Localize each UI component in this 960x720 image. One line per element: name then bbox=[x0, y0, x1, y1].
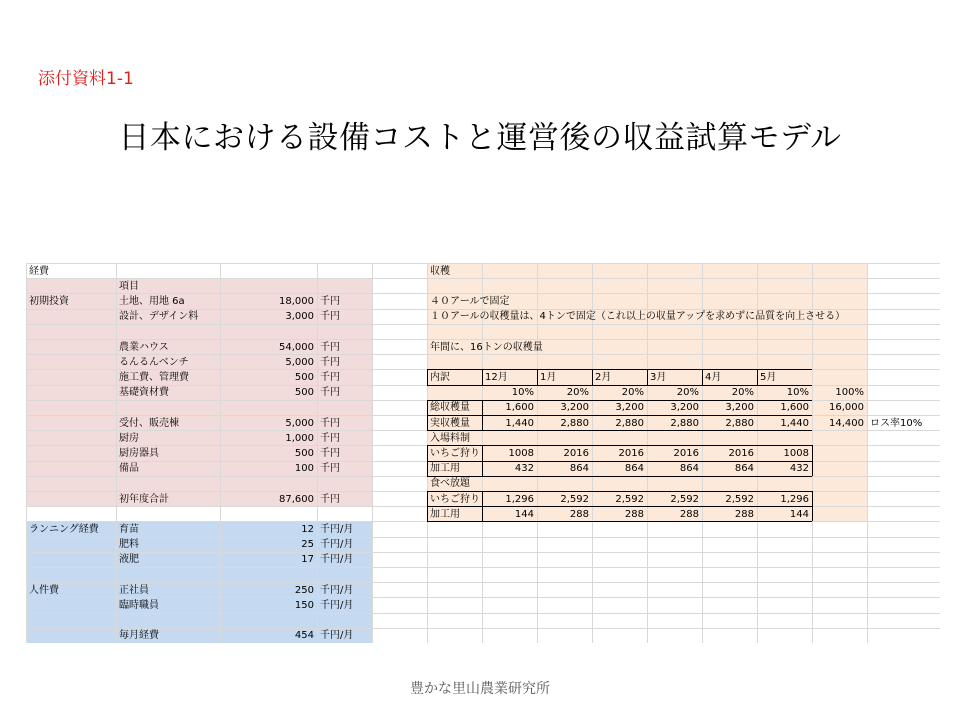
labor-item-amount: 250 bbox=[294, 584, 314, 596]
loss-rate-note: ロス率10% bbox=[870, 417, 923, 429]
buffet-value: 144 bbox=[789, 508, 809, 520]
labor-item-amount: 150 bbox=[294, 599, 314, 611]
admission-value: 432 bbox=[514, 463, 534, 475]
month-header: 1月 bbox=[540, 371, 557, 383]
grid-hline bbox=[26, 567, 940, 568]
buffet-value: 2,592 bbox=[725, 493, 754, 505]
table-border bbox=[427, 506, 812, 507]
expense-item-amount: 18,000 bbox=[279, 295, 314, 307]
running-item-unit: 千円/月 bbox=[320, 539, 354, 551]
grid-vline bbox=[116, 263, 117, 643]
gross-harvest-value: 1,600 bbox=[780, 402, 809, 414]
grid-vline bbox=[867, 263, 868, 643]
expense-item-amount: 500 bbox=[294, 447, 314, 459]
spreadsheet bbox=[26, 263, 940, 643]
admission-row-label: 加工用 bbox=[430, 463, 460, 475]
gross-harvest-value: 3,200 bbox=[560, 402, 589, 414]
labor-item-name: 正社員 bbox=[119, 584, 149, 596]
expense-item-unit: 千円 bbox=[320, 493, 340, 505]
expense-item-name: 基礎資材費 bbox=[119, 387, 169, 399]
running-item-name: 育苗 bbox=[119, 523, 139, 535]
actual-harvest-value: 2,880 bbox=[560, 417, 589, 429]
table-border bbox=[702, 369, 703, 384]
table-border bbox=[427, 461, 812, 462]
running-cost-label: ランニング経費 bbox=[29, 523, 99, 535]
expense-item-name: 備品 bbox=[119, 463, 139, 475]
rate-value: 20% bbox=[621, 387, 644, 399]
breakdown-label: 内訳 bbox=[430, 371, 450, 383]
table-border bbox=[427, 476, 812, 477]
month-header: 2月 bbox=[595, 371, 612, 383]
admission-value: 432 bbox=[789, 463, 809, 475]
admission-value: 2016 bbox=[618, 447, 644, 459]
admission-value: 1008 bbox=[508, 447, 534, 459]
expense-item-amount: 3,000 bbox=[285, 311, 314, 323]
labor-item-name: 臨時職員 bbox=[119, 599, 159, 611]
table-border bbox=[427, 445, 428, 475]
table-border bbox=[427, 430, 812, 431]
actual-harvest-value: 2,880 bbox=[725, 417, 754, 429]
labor-item-unit: 千円/月 bbox=[320, 584, 354, 596]
expense-item-name: 厨房 bbox=[119, 432, 139, 444]
monthly-total-name: 毎月経費 bbox=[119, 630, 159, 642]
expense-item-amount: 500 bbox=[294, 387, 314, 399]
item-header: 項目 bbox=[119, 280, 139, 292]
actual-harvest-label: 実収穫量 bbox=[430, 417, 470, 429]
admission-value: 864 bbox=[624, 463, 644, 475]
expense-item-unit: 千円 bbox=[320, 387, 340, 399]
table-border bbox=[482, 400, 483, 430]
table-border bbox=[482, 445, 483, 475]
buffet-value: 288 bbox=[734, 508, 754, 520]
harvest-note: １０アールの収穫量は、4トンで固定（これ以上の収量アップを求めずに品質を向上させる） bbox=[430, 311, 846, 323]
gross-harvest-total: 16,000 bbox=[829, 402, 864, 414]
expense-item-name: 土地、用地 6a bbox=[119, 295, 185, 307]
grid-hline bbox=[26, 582, 940, 583]
footer-organization: 豊かな里山農業研究所 bbox=[410, 681, 550, 697]
table-border bbox=[427, 369, 812, 370]
buffet-label: 食べ放題 bbox=[430, 478, 470, 490]
buffet-value: 2,592 bbox=[560, 493, 589, 505]
grid-vline bbox=[372, 263, 373, 643]
month-header: 3月 bbox=[650, 371, 667, 383]
grid-hline bbox=[26, 552, 940, 553]
labor-cost-label: 人件費 bbox=[29, 584, 59, 596]
labor-item-unit: 千円/月 bbox=[320, 599, 354, 611]
rate-value: 10% bbox=[786, 387, 809, 399]
expense-item-amount: 1,000 bbox=[285, 432, 314, 444]
expense-item-unit: 千円 bbox=[320, 417, 340, 429]
buffet-value: 2,592 bbox=[670, 493, 699, 505]
table-border bbox=[427, 521, 812, 522]
grid-vline bbox=[317, 263, 318, 643]
expense-item-amount: 100 bbox=[294, 463, 314, 475]
running-item-amount: 12 bbox=[301, 523, 314, 535]
harvest-label: 収穫 bbox=[430, 265, 450, 277]
table-border bbox=[482, 369, 483, 384]
expense-item-name: 初年度合計 bbox=[119, 493, 169, 505]
admission-value: 864 bbox=[569, 463, 589, 475]
actual-harvest-value: 1,440 bbox=[780, 417, 809, 429]
admission-value: 2016 bbox=[728, 447, 754, 459]
rate-value: 20% bbox=[676, 387, 699, 399]
buffet-value: 2,592 bbox=[615, 493, 644, 505]
gross-harvest-value: 3,200 bbox=[725, 402, 754, 414]
buffet-value: 288 bbox=[679, 508, 699, 520]
admission-value: 2016 bbox=[673, 447, 699, 459]
monthly-total-unit: 千円/月 bbox=[320, 630, 354, 642]
admission-value: 2016 bbox=[563, 447, 589, 459]
gross-harvest-label: 総収穫量 bbox=[430, 402, 470, 414]
expense-item-amount: 5,000 bbox=[285, 417, 314, 429]
expenses-label: 経費 bbox=[29, 265, 49, 277]
expense-item-amount: 500 bbox=[294, 371, 314, 383]
running-item-unit: 千円/月 bbox=[320, 554, 354, 566]
expense-item-unit: 千円 bbox=[320, 463, 340, 475]
table-border bbox=[482, 491, 483, 521]
running-item-amount: 25 bbox=[301, 539, 314, 551]
gross-harvest-value: 1,600 bbox=[505, 402, 534, 414]
expense-item-amount bbox=[220, 476, 314, 491]
expense-item-amount: 5,000 bbox=[285, 356, 314, 368]
actual-harvest-total: 14,400 bbox=[829, 417, 864, 429]
initial-investment-label: 初期投資 bbox=[29, 295, 69, 307]
buffet-value: 1,296 bbox=[780, 493, 809, 505]
running-item-name: 肥料 bbox=[119, 539, 139, 551]
expense-item-amount bbox=[220, 324, 314, 339]
table-border bbox=[427, 491, 812, 492]
expense-item-unit: 千円 bbox=[320, 371, 340, 383]
table-border bbox=[427, 415, 812, 416]
expense-item-amount: 54,000 bbox=[279, 341, 314, 353]
admission-row-label: いちご狩り bbox=[430, 447, 480, 459]
grid-hline bbox=[26, 597, 940, 598]
grid-hline bbox=[26, 613, 940, 614]
harvest-note: 年間に、16トンの収穫量 bbox=[430, 341, 543, 353]
buffet-value: 144 bbox=[514, 508, 534, 520]
expense-item-name: 厨房器具 bbox=[119, 447, 159, 459]
admission-value: 864 bbox=[679, 463, 699, 475]
expense-item-unit: 千円 bbox=[320, 356, 340, 368]
running-item-amount: 17 bbox=[301, 554, 314, 566]
buffet-value: 288 bbox=[624, 508, 644, 520]
rate-value: 10% bbox=[511, 387, 534, 399]
grid-vline bbox=[26, 263, 27, 643]
admission-label: 入場料制 bbox=[430, 432, 470, 444]
expense-item-name: 施工費、管理費 bbox=[119, 371, 189, 383]
admission-value: 1008 bbox=[783, 447, 809, 459]
table-border bbox=[427, 400, 812, 401]
expense-item-unit: 千円 bbox=[320, 447, 340, 459]
month-header: 12月 bbox=[485, 371, 508, 383]
admission-value: 864 bbox=[734, 463, 754, 475]
table-border bbox=[757, 369, 758, 384]
grid-hline bbox=[26, 263, 940, 264]
grid-hline bbox=[26, 628, 940, 629]
expense-item-name: 農業ハウス bbox=[119, 341, 169, 353]
harvest-note: ４０アールで固定 bbox=[430, 295, 510, 307]
table-border bbox=[427, 385, 812, 386]
attachment-label: 添付資料1-1 bbox=[38, 69, 134, 89]
grid-hline bbox=[26, 278, 940, 279]
expense-item-unit: 千円 bbox=[320, 295, 340, 307]
expense-item-unit: 千円 bbox=[320, 341, 340, 353]
actual-harvest-value: 2,880 bbox=[670, 417, 699, 429]
buffet-value: 1,296 bbox=[505, 493, 534, 505]
expense-item-name: 受付、販売棟 bbox=[119, 417, 179, 429]
expense-item-unit: 千円 bbox=[320, 432, 340, 444]
buffet-value: 288 bbox=[569, 508, 589, 520]
rate-value: 20% bbox=[566, 387, 589, 399]
table-border bbox=[427, 445, 812, 446]
expense-item-unit: 千円 bbox=[320, 311, 340, 323]
table-border bbox=[427, 400, 428, 430]
page-title: 日本における設備コストと運営後の収益試算モデル bbox=[118, 120, 842, 156]
grid-hline bbox=[26, 537, 940, 538]
expense-item-name: 設計、デザイン料 bbox=[119, 311, 199, 323]
month-header: 5月 bbox=[760, 371, 777, 383]
table-border bbox=[647, 369, 648, 384]
month-header: 4月 bbox=[705, 371, 722, 383]
expense-item-amount bbox=[220, 400, 314, 415]
table-border bbox=[812, 491, 813, 521]
table-border bbox=[427, 491, 428, 521]
buffet-row-label: いちご狩り bbox=[430, 493, 480, 505]
rate-total: 100% bbox=[835, 387, 864, 399]
gross-harvest-value: 3,200 bbox=[670, 402, 699, 414]
actual-harvest-value: 1,440 bbox=[505, 417, 534, 429]
buffet-row-label: 加工用 bbox=[430, 508, 460, 520]
monthly-total-amount: 454 bbox=[294, 630, 314, 642]
running-item-unit: 千円/月 bbox=[320, 523, 354, 535]
expense-item-amount: 87,600 bbox=[279, 493, 314, 505]
expense-item-name: るんるんベンチ bbox=[119, 356, 189, 368]
actual-harvest-value: 2,880 bbox=[615, 417, 644, 429]
table-border bbox=[427, 369, 428, 384]
gross-harvest-value: 3,200 bbox=[615, 402, 644, 414]
table-border bbox=[537, 369, 538, 384]
table-border bbox=[592, 369, 593, 384]
rate-value: 20% bbox=[731, 387, 754, 399]
table-border bbox=[812, 445, 813, 475]
running-item-name: 液肥 bbox=[119, 554, 139, 566]
